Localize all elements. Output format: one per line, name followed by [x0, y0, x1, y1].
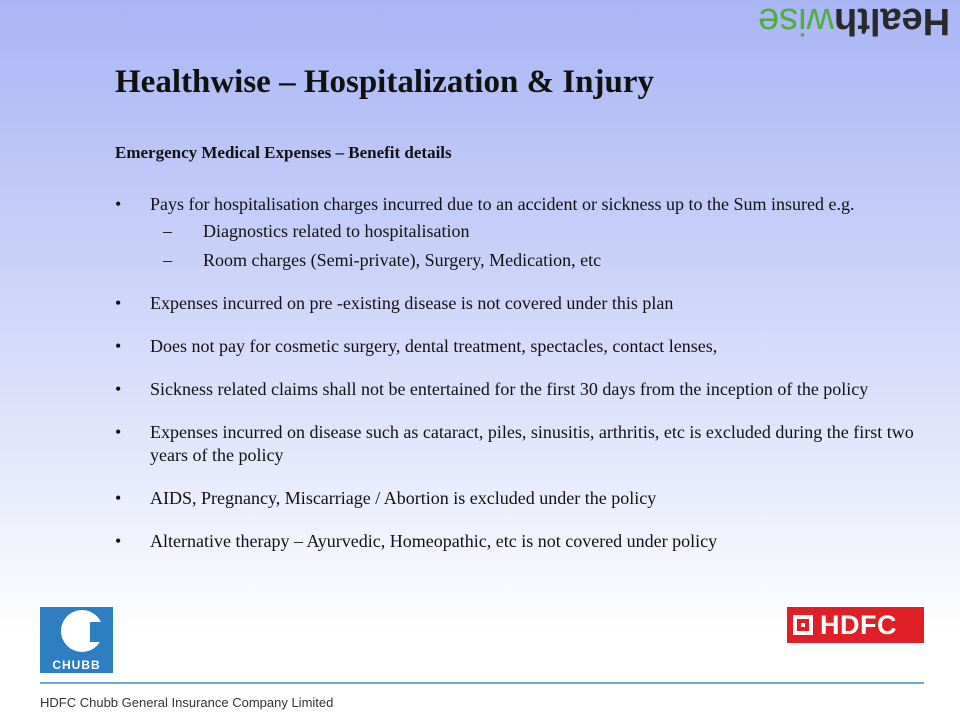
bullet-text: Sickness related claims shall not be entertained for the first 30 days from the inception of the policy — [150, 379, 869, 399]
bullet-mark: • — [115, 336, 122, 356]
bullet-mark: • — [115, 194, 122, 214]
brand-logo-part1: Health — [833, 0, 950, 42]
footer-company-name: HDFC Chubb General Insurance Company Limited — [40, 695, 334, 710]
bullet-item — [115, 378, 915, 401]
bullet-text: Expenses incurred on disease such as cataract, piles, sinusitis, arthritis, etc is excluded during the first two years of the policy — [150, 422, 914, 465]
bullet-mark: • — [115, 293, 122, 313]
chubb-logo-text: CHUBB — [40, 657, 113, 673]
bullet-mark: • — [115, 422, 122, 442]
chubb-logo-mark — [40, 607, 113, 657]
sub-bullet-mark: – — [163, 250, 172, 270]
bullet-item — [115, 335, 915, 358]
bullet-item — [115, 487, 915, 510]
sub-bullet-text: Room charges (Semi-private), Surgery, Medication, etc — [203, 250, 602, 270]
chubb-logo — [40, 607, 113, 672]
sub-bullet-item — [163, 249, 915, 272]
sub-bullet-text: Diagnostics related to hospitalisation — [203, 221, 470, 241]
bullet-item — [115, 530, 915, 553]
hdfc-logo-text: HDFC — [820, 609, 897, 640]
bullet-item — [115, 193, 915, 272]
bullet-text: Alternative therapy – Ayurvedic, Homeopathic, etc is not covered under policy — [150, 531, 718, 551]
hdfc-logo — [787, 607, 924, 643]
bullet-text: Expenses incurred on pre -existing disease is not covered under this plan — [150, 293, 674, 313]
sub-bullet-list — [150, 220, 915, 272]
slide-subtitle: Emergency Medical Expenses – Benefit details — [115, 143, 452, 162]
bullet-list — [115, 193, 915, 573]
bullet-item — [115, 292, 915, 315]
sub-bullet-item — [163, 220, 915, 243]
footer-divider — [40, 682, 924, 684]
bullet-mark: • — [115, 488, 122, 508]
bullet-text: Pays for hospitalisation charges incurred due to an accident or sickness up to the Sum insured e.g. — [150, 194, 855, 214]
bullet-mark: • — [115, 531, 122, 551]
bullet-item — [115, 421, 915, 467]
brand-logo-part2: wise — [757, 0, 834, 42]
hdfc-logo-mark — [793, 615, 813, 635]
slide-title: Healthwise – Hospitalization & Injury — [115, 64, 655, 100]
bullet-text: Does not pay for cosmetic surgery, dental treatment, spectacles, contact lenses, — [150, 336, 718, 356]
bullet-text: AIDS, Pregnancy, Miscarriage / Abortion is excluded under the policy — [150, 488, 657, 508]
sub-bullet-mark: – — [163, 221, 172, 241]
bullet-mark: • — [115, 379, 122, 399]
chubb-logo-notch — [90, 622, 113, 642]
healthwise-logo — [758, 2, 950, 40]
